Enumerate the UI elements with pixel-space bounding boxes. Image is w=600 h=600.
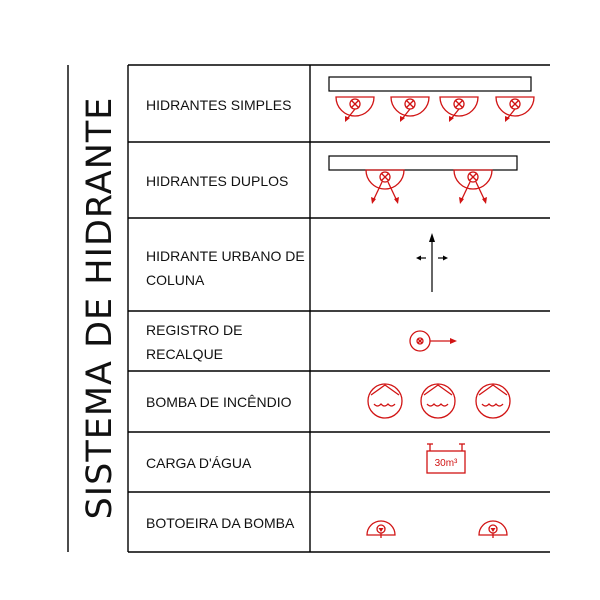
table-grid [68,65,550,552]
bomba-incendio-icon [476,384,510,418]
hidrante-simples-bar [329,77,531,91]
label-hidrantes-simples: HIDRANTES SIMPLES [146,97,292,113]
label-bomba-incendio: BOMBA DE INCÊNDIO [146,394,292,410]
hidrante-simples-icon [440,97,478,122]
hidrante-duplo-symbols [329,156,517,204]
label-registro-line1: REGISTRO DE [146,322,243,338]
label-botoeira-bomba: BOTOEIRA DA BOMBA [146,515,295,531]
botoeira-bomba-symbols [367,521,507,538]
bomba-incendio-symbols [368,384,510,418]
hidrante-simples-symbols [329,77,534,122]
carga-agua-symbol [427,444,465,473]
carga-value: 30m³ [434,458,458,469]
bomba-incendio-icon [368,384,402,418]
label-hidrante-urbano-line2: COLUNA [146,272,205,288]
hidrante-simples-icon [336,97,374,122]
registro-recalque-symbol [410,331,457,351]
botoeira-bomba-icon [367,521,395,538]
label-registro-line2: RECALQUE [146,346,224,362]
vertical-title: SISTEMA DE HIDRANTE [80,96,120,520]
label-carga-agua: CARGA D'ÁGUA [146,455,252,471]
botoeira-bomba-icon [479,521,507,538]
hidrante-duplo-icon [454,170,492,204]
hidrante-simples-icon [391,97,429,122]
hidrante-duplo-icon [366,170,404,204]
label-hidrantes-duplos: HIDRANTES DUPLOS [146,173,289,189]
hidrante-urbano-symbol [416,233,448,292]
bomba-incendio-icon [421,384,455,418]
label-hidrante-urbano-line1: HIDRANTE URBANO DE [146,248,305,264]
hidrante-duplo-bar [329,156,517,170]
row-labels [146,97,305,531]
hidrante-simples-icon [496,97,534,122]
